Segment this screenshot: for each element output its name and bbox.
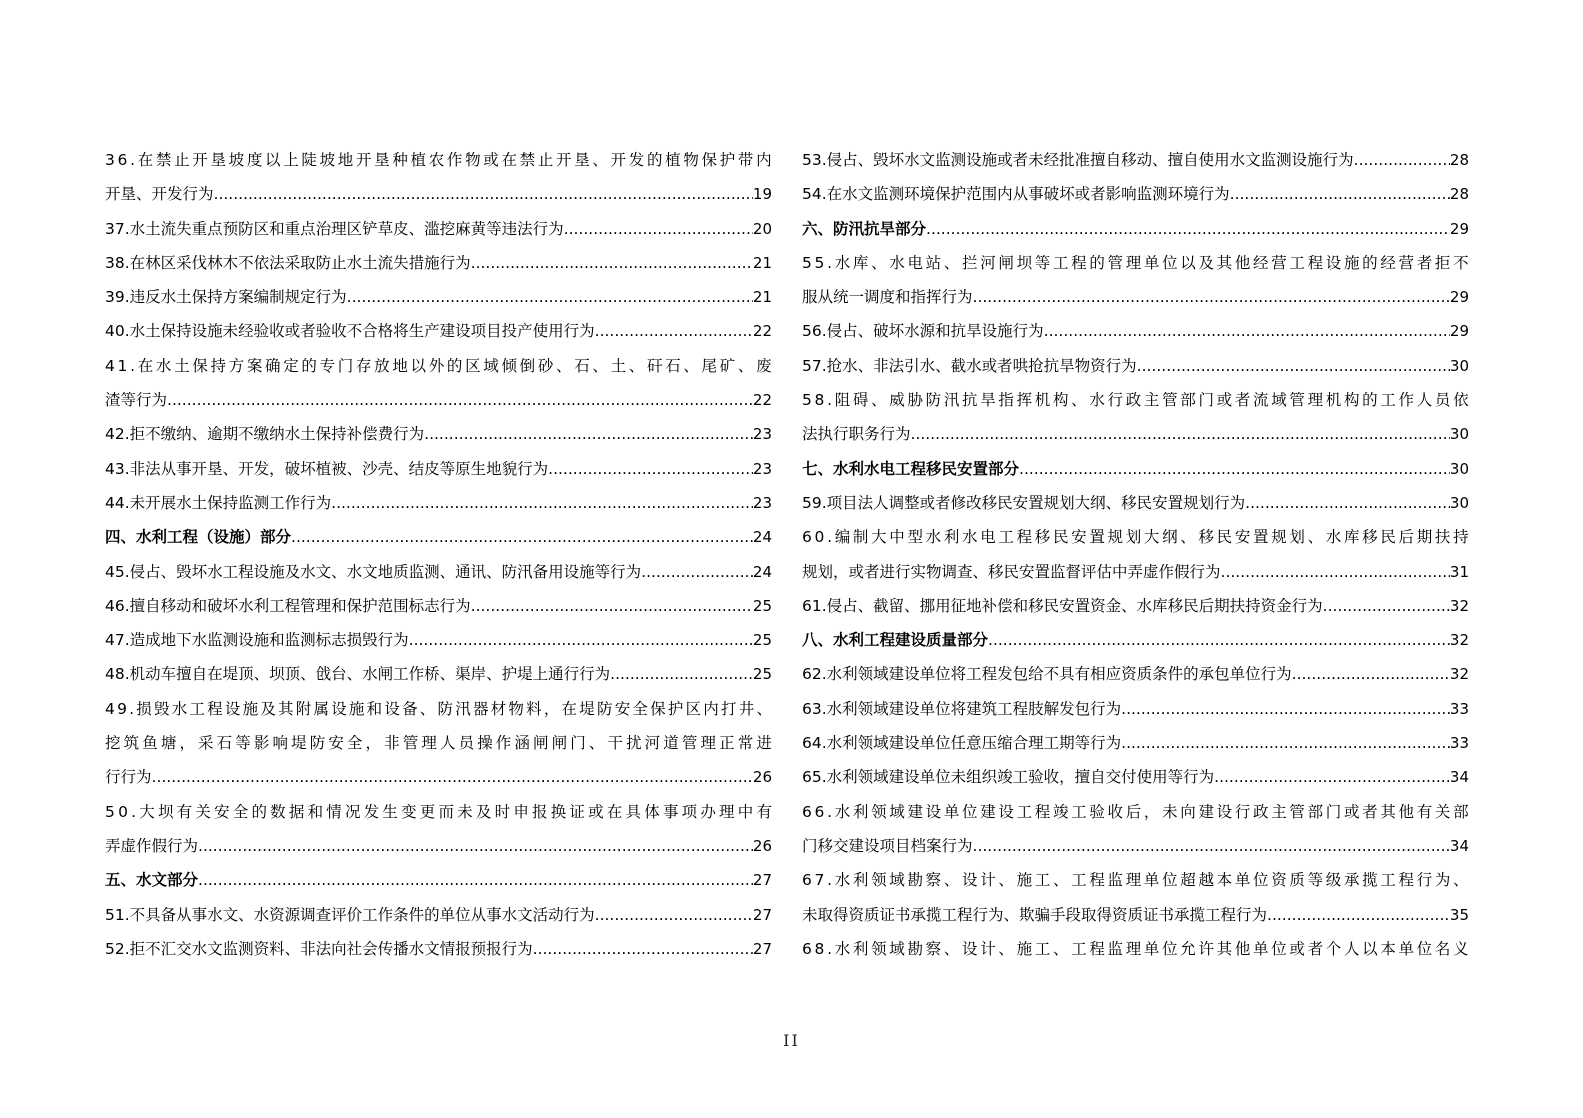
toc-page-number: 32: [1449, 631, 1469, 650]
toc-entry-title: 59.项目法人调整或者修改移民安置规划大纲、移民安置规划行为: [802, 493, 1246, 512]
dot-leader: [533, 932, 753, 966]
dot-leader: [1245, 486, 1450, 520]
toc-page-number: 19: [752, 185, 772, 204]
dot-leader: [1214, 760, 1450, 794]
toc-page-number: 27: [752, 939, 772, 958]
toc-page-number: 33: [1449, 699, 1469, 718]
toc-left-column: [105, 143, 772, 966]
toc-line-continued: 4 1 . 在 水 土 保 持 方 案 确 定 的 专 门 存 放 地 以 外 的 区 域 倾 倒 砂 、 石 、 土 、 矸 石 、 尾 矿 、 废: [105, 356, 772, 375]
dot-leader: [347, 280, 753, 314]
toc-entry-title: 43.非法从事开垦、开发，破坏植被、沙壳、结皮等原生地貌行为: [105, 459, 549, 478]
dot-leader: [471, 589, 753, 623]
toc-page-number: 35: [1449, 905, 1469, 924]
toc-page-number: 32: [1449, 665, 1469, 684]
dot-leader: [641, 555, 753, 589]
toc-section-heading: [802, 212, 1469, 246]
toc-line-continued: 5 8 . 阻 碍 、 威 胁 防 汛 抗 旱 指 挥 机 构 、 水 行 政 主 管 部 门 或 者 流 域 管 理 机 构 的 工 作 人 员 依: [802, 391, 1469, 410]
toc-entry-title: 54.在水文监测环境保护范围内从事破坏或者影响监测环境行为: [802, 185, 1230, 204]
toc-page-number: 21: [752, 253, 772, 272]
dot-leader: [1323, 589, 1450, 623]
toc-entry-title: 46.擅自移动和破坏水利工程管理和保护范围标志行为: [105, 596, 471, 615]
toc-right-column: [802, 143, 1469, 966]
dot-leader: [291, 520, 753, 554]
dot-leader: [198, 829, 753, 863]
dot-leader: [911, 417, 1450, 451]
page-number: II: [783, 1031, 800, 1050]
toc-entry: [802, 657, 1469, 691]
toc-page-number: 25: [752, 596, 772, 615]
toc-entry: [105, 932, 772, 966]
dot-leader: [471, 246, 753, 280]
toc-entry: [802, 349, 1469, 383]
dot-leader: [595, 314, 753, 348]
toc-page-number: 25: [752, 665, 772, 684]
toc-page-number: 25: [752, 631, 772, 650]
toc-entry-title: 渣等行为: [105, 391, 168, 410]
toc-entry: [802, 486, 1469, 520]
toc-page-number: 30: [1449, 493, 1469, 512]
dot-leader: [1221, 555, 1450, 589]
toc-entry: [802, 726, 1469, 760]
toc-page-number: 22: [752, 391, 772, 410]
dot-leader: [409, 623, 753, 657]
toc-entry-title: 53.侵占、毁坏水文监测设施或者未经批准擅自移动、擅自使用水文监测设施行为: [802, 151, 1354, 169]
toc-entry-title: 42.拒不缴纳、逾期不缴纳水土保持补偿费行为: [105, 425, 425, 444]
toc-entry-title: 63.水利领域建设单位将建筑工程肢解发包行为: [802, 699, 1122, 718]
toc-entry-title: 弄虚作假行为: [105, 836, 199, 855]
toc-entry: [105, 417, 772, 451]
toc-entry: [105, 623, 772, 657]
toc-section-heading: [105, 520, 772, 554]
toc-entry-title: 45.侵占、毁坏水工程设施及水文、水文地质监测、通讯、防汛备用设施等行为: [105, 562, 642, 581]
toc-page-number: 24: [752, 562, 772, 581]
toc-entry-title: 门移交建设项目档案行为: [802, 836, 973, 855]
dot-leader: [1137, 349, 1450, 383]
toc-entry: [105, 314, 772, 348]
dot-leader: [564, 212, 753, 246]
toc-line-continued: 5 5 . 水 库 、 水 电 站 、 拦 河 闸 坝 等 工 程 的 管 理 单 位 以 及 其 他 经 营 工 程 设 施 的 经 营 者 拒 不: [802, 253, 1469, 272]
toc-page-number: 28: [1449, 151, 1469, 169]
toc-entry-title: 57.抢水、非法引水、截水或者哄抢抗旱物资行为: [802, 356, 1137, 375]
toc-entry-title: 六、防汛抗旱部分: [802, 219, 927, 238]
toc-entry: [105, 486, 772, 520]
dot-leader: [926, 212, 1450, 246]
toc-entry-title: 62.水利领域建设单位将工程发包给不具有相应资质条件的承包单位行为: [802, 665, 1292, 684]
toc-line-continued: 挖 筑 鱼 塘 ， 采 石 等 影 响 堤 防 安 全 ， 非 管 理 人 员 操 作 涵 闸 闸 门 、 干 扰 河 道 管 理 正 常 进: [105, 734, 772, 753]
toc-entry: [802, 177, 1469, 211]
toc-page-number: 30: [1449, 459, 1469, 478]
dot-leader: [1121, 692, 1450, 726]
toc-entry: [105, 280, 772, 314]
toc-entry: [105, 452, 772, 486]
toc-entry-title: 52.拒不汇交水文监测资料、非法向社会传播水文情报预报行为: [105, 939, 533, 958]
dot-leader: [610, 657, 753, 691]
toc-entry: [802, 692, 1469, 726]
toc-line-continued: 4 9 . 损 毁 水 工 程 设 施 及 其 附 属 设 施 和 设 备 、 防 汛 器 材 物 料 ， 在 堤 防 安 全 保 护 区 内 打 井 、: [105, 699, 772, 718]
toc-page-number: 33: [1449, 734, 1469, 753]
toc-entry-title: 51.不具备从事水文、水资源调查评价工作条件的单位从事水文活动行为: [105, 905, 595, 924]
toc-entry-title: 37.水土流失重点预防区和重点治理区铲草皮、滥挖麻黄等违法行为: [105, 219, 564, 238]
dot-leader: [331, 486, 753, 520]
toc-entry: [105, 589, 772, 623]
toc-section-heading: [802, 623, 1469, 657]
toc-entry: [105, 246, 772, 280]
toc-entry-title: 未取得资质证书承揽工程行为、欺骗手段取得资质证书承揽工程行为: [802, 905, 1268, 924]
toc-entry: [802, 314, 1469, 348]
toc-section-heading: [802, 452, 1469, 486]
toc-entry-title: 法执行职务行为: [802, 425, 911, 444]
toc-entry: [105, 177, 772, 211]
toc-entry-title: 47.造成地下水监测设施和监测标志损毁行为: [105, 631, 409, 650]
toc-entry: [802, 143, 1469, 177]
toc-page-number: 24: [752, 528, 772, 547]
toc-page-number: 26: [752, 768, 772, 787]
toc-entry-title: 44.未开展水土保持监测工作行为: [105, 493, 332, 512]
toc-entry-title: 开垦、开发行为: [105, 185, 214, 204]
dot-leader: [152, 760, 753, 794]
toc-page-number: 23: [752, 459, 772, 478]
toc-page-number: 27: [752, 871, 772, 890]
dot-leader: [1019, 452, 1450, 486]
toc-line-continued: 5 0 . 大 坝 有 关 安 全 的 数 据 和 情 况 发 生 变 更 而 未 及 时 申 报 换 证 或 在 具 体 事 项 办 理 中 有: [105, 802, 772, 821]
toc-page-number: 30: [1449, 356, 1469, 375]
toc-page-number: 23: [752, 493, 772, 512]
dot-leader: [595, 898, 753, 932]
toc-entry-title: 服从统一调度和指挥行为: [802, 288, 973, 307]
toc-entry-title: 五、水文部分: [105, 871, 199, 890]
toc-page-number: 31: [1449, 562, 1469, 581]
dot-leader: [973, 829, 1450, 863]
toc-entry-title: 八、水利工程建设质量部分: [802, 631, 989, 650]
toc-page-number: 34: [1449, 836, 1469, 855]
toc-line-continued: 6 6 . 水 利 领 域 建 设 单 位 建 设 工 程 竣 工 验 收 后 ， 未 向 建 设 行 政 主 管 部 门 或 者 其 他 有 关 部: [802, 802, 1469, 821]
toc-entry: [105, 555, 772, 589]
toc-line-continued: 6 8 . 水 利 领 域 勘 察 、 设 计 、 施 工 、 工 程 监 理 单 位 允 许 其 他 单 位 或 者 个 人 以 本 单 位 名 义: [802, 939, 1469, 958]
toc-entry-title: 规划，或者进行实物调查、移民安置监督评估中弄虚作假行为: [802, 562, 1221, 581]
toc-entry: [105, 829, 772, 863]
dot-leader: [1292, 657, 1450, 691]
dot-leader: [548, 452, 753, 486]
toc-entry: [802, 280, 1469, 314]
dot-leader: [198, 863, 753, 897]
toc-entry-title: 四、水利工程（设施）部分: [105, 528, 292, 547]
toc-entry: [105, 898, 772, 932]
toc-line-continued: 6 0 . 编 制 大 中 型 水 利 水 电 工 程 移 民 安 置 规 划 大 纲 、 移 民 安 置 规 划 、 水 库 移 民 后 期 扶 持: [802, 528, 1469, 547]
toc-entry-title: 40.水土保持设施未经验收或者验收不合格将生产建设项目投产使用行为: [105, 322, 595, 341]
toc-page-number: 20: [752, 219, 772, 238]
toc-entry-title: 56.侵占、破坏水源和抗旱设施行为: [802, 322, 1044, 341]
toc-page-number: 26: [752, 836, 772, 855]
toc-page-number: 23: [752, 425, 772, 444]
toc-page-number: 28: [1449, 185, 1469, 204]
toc-page-number: 30: [1449, 425, 1469, 444]
toc-line-continued: 3 6 . 在 禁 止 开 垦 坡 度 以 上 陡 坡 地 开 垦 种 植 农 作 物 或 在 禁 止 开 垦 、 开 发 的 植 物 保 护 带 内: [105, 151, 772, 169]
toc-line-continued: 6 7 . 水 利 领 域 勘 察 、 设 计 、 施 工 、 工 程 监 理 单 位 超 越 本 单 位 资 质 等 级 承 揽 工 程 行 为 、: [802, 871, 1469, 890]
toc-entry-title: 65.水利领域建设单位未组织竣工验收，擅自交付使用等行为: [802, 768, 1215, 787]
toc-page-number: 21: [752, 288, 772, 307]
dot-leader: [1267, 898, 1450, 932]
toc-page-number: 34: [1449, 768, 1469, 787]
dot-leader: [1230, 177, 1450, 211]
toc-entry-title: 行行为: [105, 768, 152, 787]
toc-entry-title: 61.侵占、截留、挪用征地补偿和移民安置资金、水库移民后期扶持资金行为: [802, 596, 1323, 615]
toc-entry: [802, 829, 1469, 863]
toc-page-number: 22: [752, 322, 772, 341]
toc-entry: [105, 212, 772, 246]
toc-entry-title: 七、水利水电工程移民安置部分: [802, 459, 1020, 478]
toc-entry: [105, 657, 772, 691]
toc-entry-title: 38.在林区采伐林木不依法采取防止水土流失措施行为: [105, 253, 471, 272]
toc-entry: [802, 589, 1469, 623]
toc-entry: [105, 760, 772, 794]
toc-entry-title: 64.水利领域建设单位任意压缩合理工期等行为: [802, 734, 1122, 753]
dot-leader: [1121, 726, 1450, 760]
toc-entry: [802, 417, 1469, 451]
dot-leader: [167, 383, 753, 417]
toc-page-number: 32: [1449, 596, 1469, 615]
toc-entry-title: 39.违反水土保持方案编制规定行为: [105, 288, 347, 307]
dot-leader: [1044, 314, 1450, 348]
toc-entry: [802, 898, 1469, 932]
toc-entry: [802, 555, 1469, 589]
dot-leader: [214, 177, 753, 211]
toc-page-number: 29: [1449, 219, 1469, 238]
toc-entry-title: 48.机动车擅自在堤顶、坝顶、戗台、水闸工作桥、渠岸、护堤上通行行为: [105, 665, 611, 684]
dot-leader: [424, 417, 753, 451]
toc-page-number: 29: [1449, 288, 1469, 307]
dot-leader: [973, 280, 1450, 314]
dot-leader: [988, 623, 1450, 657]
dot-leader: [1354, 143, 1450, 177]
toc-entry: [105, 383, 772, 417]
toc-section-heading: [105, 863, 772, 897]
toc-page-number: 27: [752, 905, 772, 924]
toc-entry: [802, 760, 1469, 794]
toc-page-number: 29: [1449, 322, 1469, 341]
